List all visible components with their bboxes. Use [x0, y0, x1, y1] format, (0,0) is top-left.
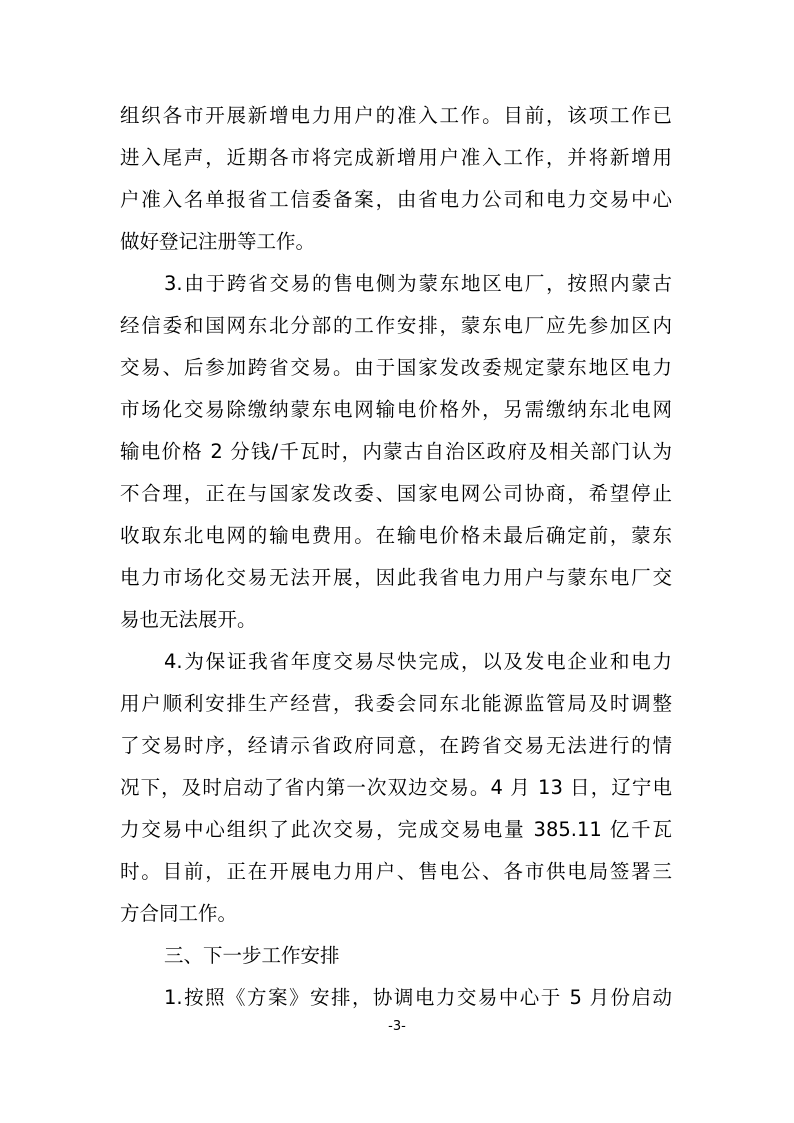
- body-text-line: 户准入名单报省工信委备案，由省电力公司和电力交易中心: [120, 188, 672, 211]
- body-text-line: 了交易时序，经请示省政府同意，在跨省交易无法进行的情: [120, 734, 672, 757]
- body-text-line: 进入尾声，近期各市将完成新增用户准入工作，并将新增用: [120, 146, 672, 169]
- body-text-line: 时。目前，正在开展电力用户、售电公、各市供电局签署三: [120, 860, 672, 883]
- body-text-line: 电力市场化交易无法开展，因此我省电力用户与蒙东电厂交: [120, 566, 672, 589]
- body-text-line: 输电价格 2 分钱/千瓦时，内蒙古自治区政府及相关部门认为: [120, 440, 672, 463]
- page-number: -3-: [388, 1019, 406, 1034]
- body-text-line: 收取东北电网的输电费用。在输电价格未最后确定前，蒙东: [120, 524, 672, 547]
- body-text-line: 组织各市开展新增电力用户的准入工作。目前，该项工作已: [120, 104, 672, 127]
- body-text-line: 做好登记注册等工作。: [120, 230, 316, 253]
- body-text-line: 市场化交易除缴纳蒙东电网输电价格外，另需缴纳东北电网: [120, 398, 672, 421]
- body-text-line: 用户顺利安排生产经营，我委会同东北能源监管局及时调整: [120, 692, 672, 715]
- body-text-line: 经信委和国网东北分部的工作安排，蒙东电厂应先参加区内: [120, 314, 672, 337]
- body-text-line: 不合理，正在与国家发改委、国家电网公司协商，希望停止: [120, 482, 672, 505]
- paragraph-4-first-line: 4.为保证我省年度交易尽快完成，以及发电企业和电力: [164, 650, 672, 673]
- section-heading: 三、下一步工作安排: [164, 944, 340, 967]
- body-text-line: 方合同工作。: [120, 902, 238, 925]
- body-text-line: 况下，及时启动了省内第一次双边交易。4 月 13 日，辽宁电: [120, 776, 672, 799]
- body-text-line: 易也无法展开。: [120, 608, 257, 631]
- paragraph-3-first-line: 3.由于跨省交易的售电侧为蒙东地区电厂，按照内蒙古: [164, 272, 672, 295]
- body-text-line: 交易、后参加跨省交易。由于国家发改委规定蒙东地区电力: [120, 356, 672, 379]
- paragraph-1-first-line: 1.按照《方案》安排，协调电力交易中心于 5 月份启动: [164, 986, 672, 1009]
- body-text-line: 力交易中心组织了此次交易，完成交易电量 385.11 亿千瓦: [120, 818, 672, 841]
